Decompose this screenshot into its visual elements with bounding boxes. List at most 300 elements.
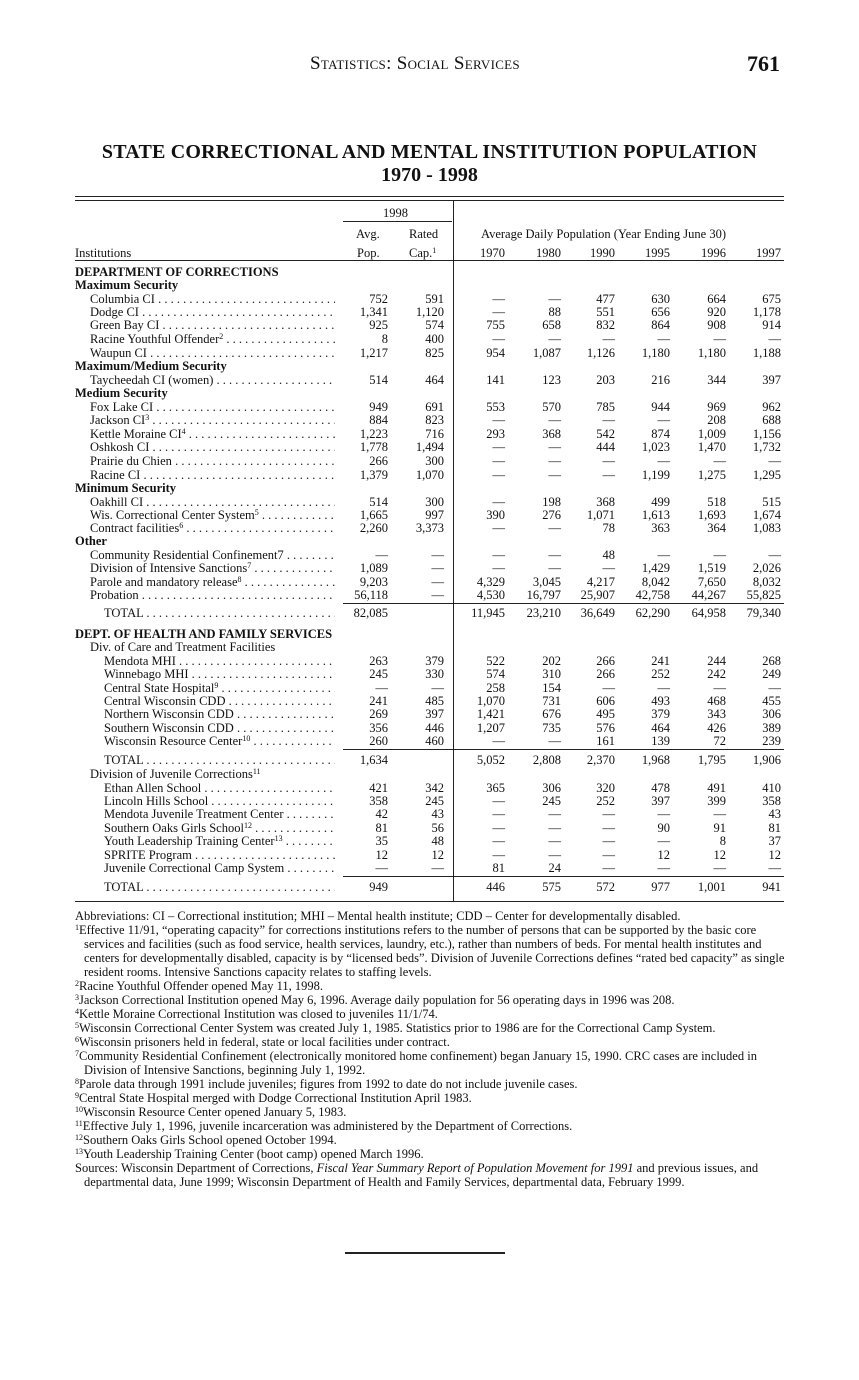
year-value-cell: 468 (707, 694, 726, 708)
rated-cap-cell: 300 (425, 495, 444, 509)
col-group-1998: 1998 (383, 206, 408, 220)
year-value-cell: — (657, 834, 670, 848)
subsection-heading (0, 535, 859, 549)
year-value-cell: 1,009 (697, 427, 726, 441)
year-value-cell: 36,649 (580, 606, 615, 620)
rated-cap-cell: 43 (431, 807, 444, 821)
year-value-cell: — (713, 548, 726, 562)
year-header: 1997 (756, 246, 781, 260)
year-value-cell: 64,958 (691, 606, 726, 620)
year-value-cell: 1,087 (532, 346, 561, 360)
avg-pop-cell: 9,203 (359, 575, 388, 589)
year-value-cell: — (492, 548, 505, 562)
rated-cap-cell: 397 (425, 707, 444, 721)
row-label: Medium Security (75, 387, 168, 400)
year-value-cell: 914 (762, 318, 781, 332)
year-value-cell: — (548, 521, 561, 535)
year-value-cell: 390 (486, 508, 505, 522)
top-rule-2 (75, 200, 784, 201)
year-value-cell: 123 (542, 373, 561, 387)
year-header: 1995 (645, 246, 670, 260)
year-value-cell: 1,126 (586, 346, 615, 360)
year-value-cell: 5,052 (476, 753, 505, 767)
rated-cap-cell: 464 (425, 373, 444, 387)
year-value-cell: 1,795 (697, 753, 726, 767)
footnote-6: $^6$Wisconsin prisoners held in federal, state or local facilities under contract. (75, 1035, 450, 1049)
year-value-cell: 161 (596, 734, 615, 748)
col-institutions: Institutions (75, 246, 132, 260)
year-value-cell: 735 (542, 721, 561, 735)
year-value-cell: 358 (762, 794, 781, 808)
year-value-cell: 954 (486, 346, 505, 360)
rated-cap-cell: 1,120 (415, 305, 444, 319)
year-value-cell: — (548, 821, 561, 835)
row-label: Waupun CI . . . (90, 347, 335, 361)
year-value-cell: — (548, 561, 561, 575)
rated-cap-cell: 825 (425, 346, 444, 360)
footnotes (75, 909, 797, 1189)
row-label: Mendota Juvenile Treatment Center . . . (104, 808, 335, 822)
rated-cap-cell: 446 (425, 721, 444, 735)
year-value-cell: — (492, 821, 505, 835)
total-row (0, 754, 859, 768)
year-value-cell: 245 (542, 794, 561, 808)
row-label: Division of Intensive Sanctions$^7$ . . . (90, 562, 335, 576)
year-value-cell: 2,808 (532, 753, 561, 767)
year-value-cell: 7,650 (697, 575, 726, 589)
year-value-cell: — (492, 834, 505, 848)
year-value-cell: 37 (768, 834, 781, 848)
year-value-cell: 1,188 (752, 346, 781, 360)
rated-cap-cell: 1,494 (415, 440, 444, 454)
year-value-cell: — (492, 794, 505, 808)
year-value-cell: 91 (713, 821, 726, 835)
avg-pop-cell: — (375, 548, 388, 562)
year-value-cell: 553 (486, 400, 505, 414)
col-rated-top: Rated (409, 227, 439, 241)
year-value-cell: 1,613 (641, 508, 670, 522)
year-value-cell: 1,083 (752, 521, 781, 535)
subsection-heading (0, 641, 859, 655)
year-value-cell: — (548, 848, 561, 862)
page-number: 761 (747, 51, 780, 76)
year-value-cell: — (602, 454, 615, 468)
year-value-cell: 397 (651, 794, 670, 808)
year-value-cell: 399 (707, 794, 726, 808)
avg-pop-cell: 1,089 (359, 561, 388, 575)
table-title: STATE CORRECTIONAL AND MENTAL INSTITUTION POPULATION (101, 141, 758, 163)
year-value-cell: — (492, 305, 505, 319)
rated-cap-cell: 330 (425, 667, 444, 681)
year-value-cell: 444 (596, 440, 615, 454)
year-value-cell: — (492, 292, 505, 306)
year-value-cell: 542 (596, 427, 615, 441)
year-value-cell: 688 (762, 413, 781, 427)
year-value-cell: 81 (492, 861, 505, 875)
year-value-cell: 576 (596, 721, 615, 735)
total-row (0, 881, 859, 895)
year-value-cell: 16,797 (526, 588, 561, 602)
footnote-7: $^7$Community Residential Confinement (electronically monitored home confinement) began January 15, 1990. CRC cases are included in Division of Intensive Sanctions, beginning July 1, 1992. (75, 1049, 757, 1077)
avg-pop-cell: 514 (369, 495, 388, 509)
year-value-cell: — (548, 834, 561, 848)
year-value-cell: 518 (707, 495, 726, 509)
footnote-sources: Sources: Wisconsin Department of Corrections, Fiscal Year Summary Report of Population Movement for 1991 and previous issues, and departmental data, June 1999; Wisconsin Department of Health and Family Services, departmental data, February 1999. (75, 1161, 759, 1189)
rated-cap-cell: 716 (425, 427, 444, 441)
year-value-cell: 1,295 (752, 468, 781, 482)
rated-cap-cell: 691 (425, 400, 444, 414)
year-value-cell: 941 (762, 880, 781, 894)
row-label: Wisconsin Resource Center$^{10}$ . . . (104, 735, 335, 749)
year-value-cell: 48 (602, 548, 615, 562)
year-header: 1990 (590, 246, 615, 260)
avg-pop-cell: — (375, 681, 388, 695)
year-value-cell: 202 (542, 654, 561, 668)
row-label: DEPT. OF HEALTH AND FAMILY SERVICES (75, 628, 333, 641)
year-value-cell: 198 (542, 495, 561, 509)
year-value-cell: 343 (707, 707, 726, 721)
year-header: 1980 (536, 246, 561, 260)
col-avg-top: Avg. (356, 227, 380, 241)
year-value-cell: 42,758 (635, 588, 670, 602)
year-value-cell: — (657, 681, 670, 695)
year-value-cell: 239 (762, 734, 781, 748)
year-value-cell: 574 (486, 667, 505, 681)
avg-pop-cell: 81 (375, 821, 388, 835)
row-label: Dodge CI . . . (90, 306, 335, 320)
avg-pop-cell: 1,217 (359, 346, 388, 360)
year-value-cell: 244 (707, 654, 726, 668)
year-value-cell: 320 (596, 781, 615, 795)
row-label: SPRITE Program . . . (104, 849, 335, 863)
table-row (0, 347, 859, 361)
year-value-cell: 8 (719, 834, 726, 848)
year-value-cell: — (492, 440, 505, 454)
year-value-cell: 755 (486, 318, 505, 332)
table-row (0, 319, 859, 333)
year-value-cell: 23,210 (526, 606, 561, 620)
rated-cap-cell: 56 (431, 821, 444, 835)
year-value-cell: 1,470 (697, 440, 726, 454)
row-label: Taycheedah CI (women) . . . (90, 374, 335, 388)
row-label: Ethan Allen School . . . (104, 782, 335, 796)
rated-cap-cell: — (431, 561, 444, 575)
year-value-cell: — (548, 332, 561, 346)
subtotal-rule (343, 876, 784, 877)
row-label: Columbia CI . . . (90, 293, 335, 307)
footnote-4: $^4$Kettle Moraine Correctional Institution was closed to juveniles 11/1/74. (75, 1007, 438, 1021)
year-value-cell: — (492, 561, 505, 575)
year-value-cell: 664 (707, 292, 726, 306)
year-value-cell: 464 (651, 721, 670, 735)
year-value-cell: 78 (602, 521, 615, 535)
year-value-cell: 4,329 (476, 575, 505, 589)
year-value-cell: 306 (542, 781, 561, 795)
footnote-11: $^{11}$Effective July 1, 1996, juvenile incarceration was administered by the Department of Corrections. (75, 1119, 573, 1133)
avg-pop-cell: 1,778 (359, 440, 388, 454)
year-value-cell: — (492, 332, 505, 346)
year-value-cell: 141 (486, 373, 505, 387)
year-value-cell: 1,180 (697, 346, 726, 360)
year-value-cell: 8,032 (752, 575, 781, 589)
avg-pop-cell: 356 (369, 721, 388, 735)
year-value-cell: 656 (651, 305, 670, 319)
top-rule-1 (75, 196, 784, 197)
year-value-cell: 1,732 (752, 440, 781, 454)
year-value-cell: 1,071 (586, 508, 615, 522)
year-value-cell: 499 (651, 495, 670, 509)
row-label: Maximum Security (75, 279, 179, 292)
subtotal-rule (343, 749, 784, 750)
table-row (0, 455, 859, 469)
year-value-cell: — (713, 454, 726, 468)
year-value-cell: 365 (486, 781, 505, 795)
year-value-cell: 79,340 (746, 606, 781, 620)
year-value-cell: 4,217 (586, 575, 615, 589)
year-value-cell: — (602, 413, 615, 427)
year-value-cell: — (548, 734, 561, 748)
year-value-cell: 920 (707, 305, 726, 319)
year-value-cell: 1,906 (752, 753, 781, 767)
year-value-cell: 364 (707, 521, 726, 535)
avg-pop-cell: 1,665 (359, 508, 388, 522)
year-value-cell: — (602, 561, 615, 575)
year-value-cell: — (492, 495, 505, 509)
year-value-cell: — (713, 807, 726, 821)
year-value-cell: 1,693 (697, 508, 726, 522)
year-value-cell: — (713, 861, 726, 875)
year-value-cell: 575 (542, 880, 561, 894)
year-value-cell: 658 (542, 318, 561, 332)
year-value-cell: — (492, 734, 505, 748)
avg-pop-cell: 949 (369, 400, 388, 414)
year-value-cell: 208 (707, 413, 726, 427)
table-row (0, 333, 859, 347)
year-value-cell: 268 (762, 654, 781, 668)
year-value-cell: 962 (762, 400, 781, 414)
subsection-heading (0, 360, 859, 374)
year-value-cell: 1,001 (697, 880, 726, 894)
section-heading (0, 266, 859, 280)
year-value-cell: 12 (768, 848, 781, 862)
avg-pop-cell: 241 (369, 694, 388, 708)
rated-cap-cell: — (431, 861, 444, 875)
year-value-cell: 1,519 (697, 561, 726, 575)
rated-cap-cell: — (431, 575, 444, 589)
year-value-cell: — (602, 848, 615, 862)
avg-pop-cell: 8 (381, 332, 388, 346)
rated-cap-cell: 379 (425, 654, 444, 668)
year-value-cell: 630 (651, 292, 670, 306)
year-value-cell: — (548, 468, 561, 482)
footnote-13: $^{13}$Youth Leadership Training Center (boot camp) opened March 1996. (75, 1147, 424, 1161)
year-value-cell: 570 (542, 400, 561, 414)
year-value-cell: 72 (713, 734, 726, 748)
year-value-cell: 241 (651, 654, 670, 668)
rated-cap-cell: 485 (425, 694, 444, 708)
rated-cap-cell: — (431, 588, 444, 602)
row-label: TOTAL . . . (104, 607, 335, 621)
year-value-cell: 455 (762, 694, 781, 708)
row-label: Div. of Care and Treatment Facilities (90, 641, 276, 654)
footnote-10: $^{10}$Wisconsin Resource Center opened January 5, 1983. (75, 1105, 347, 1119)
table-row (0, 549, 859, 563)
running-header-section: Statistics: Social Services (310, 53, 520, 74)
rated-cap-cell: 245 (425, 794, 444, 808)
year-value-cell: 81 (768, 821, 781, 835)
total-row (0, 607, 859, 621)
rated-cap-cell: 300 (425, 454, 444, 468)
year-value-cell: 139 (651, 734, 670, 748)
table-row (0, 862, 859, 876)
rated-cap-cell: 997 (425, 508, 444, 522)
footnote-5: $^5$Wisconsin Correctional Center System was created July 1, 1985. Statistics prior to 1986 are for the Correctional Camp System. (75, 1021, 716, 1035)
year-value-cell: 24 (548, 861, 561, 875)
year-value-cell: — (492, 848, 505, 862)
table-row (0, 522, 859, 536)
year-value-cell: 908 (707, 318, 726, 332)
year-value-cell: — (713, 332, 726, 346)
table-row (0, 576, 859, 590)
year-value-cell: — (548, 413, 561, 427)
rated-cap-cell: 400 (425, 332, 444, 346)
year-value-cell: 874 (651, 427, 670, 441)
year-value-cell: — (602, 468, 615, 482)
year-value-cell: 446 (486, 880, 505, 894)
footnote-12: $^{12}$Southern Oaks Girls School opened October 1994. (75, 1133, 337, 1147)
avg-pop-cell: 358 (369, 794, 388, 808)
table-row (0, 668, 859, 682)
avg-pop-cell: 42 (375, 807, 388, 821)
year-value-cell: 426 (707, 721, 726, 735)
row-label: Division of Juvenile Corrections$^{11}$ (90, 768, 261, 781)
rated-cap-cell: 460 (425, 734, 444, 748)
year-value-cell: 344 (707, 373, 726, 387)
year-value-cell: 477 (596, 292, 615, 306)
year-value-cell: 551 (596, 305, 615, 319)
row-label: Central Wisconsin CDD . . . (104, 695, 335, 709)
year-value-cell: 11,945 (471, 606, 505, 620)
row-label: Other (75, 535, 107, 548)
table-row (0, 469, 859, 483)
row-label: Racine Youthful Offender$^2$ . . . (90, 333, 335, 347)
year-value-cell: 154 (542, 681, 561, 695)
rated-cap-cell: 823 (425, 413, 444, 427)
footnote-abbrev: Abbreviations: CI – Correctional institution; MHI – Mental health institute; CDD – Center for developmentally disabled. (75, 909, 681, 923)
year-value-cell: 676 (542, 707, 561, 721)
year-value-cell: 675 (762, 292, 781, 306)
year-value-cell: — (768, 332, 781, 346)
year-value-cell: 55,825 (746, 588, 781, 602)
year-value-cell: 90 (657, 821, 670, 835)
year-value-cell: 368 (596, 495, 615, 509)
row-label: Minimum Security (75, 482, 177, 495)
year-value-cell: — (713, 681, 726, 695)
year-value-cell: 495 (596, 707, 615, 721)
row-label: Central State Hospital$^9$ . . . (104, 682, 335, 696)
avg-pop-cell: 263 (369, 654, 388, 668)
year-value-cell: — (657, 548, 670, 562)
avg-pop-cell: 752 (369, 292, 388, 306)
footnote-9: $^9$Central State Hospital merged with Dodge Correctional Institution April 1983. (75, 1091, 472, 1105)
footnote-1: $^1$Effective 11/91, “operating capacity” for corrections institutions refers to the number of persons that can be supported by the basic core services and facilities (such as food service, health services, laundry, etc.), rather than numbers of beds. For mental health institutes and centers for developmentally disabled, capacity is by “licensed beds”. Division of Juvenile Corrections defines “rated bed capacity” as single resident rooms. Intensive Sanctions capacity relates to staffing levels. (75, 923, 785, 979)
subsection-heading (0, 387, 859, 401)
col-rated-bottom: Cap.$^1$ (409, 246, 437, 260)
avg-pop-cell: 925 (369, 318, 388, 332)
table-row (0, 562, 859, 576)
row-label: Community Residential Confinement7 . . . (90, 549, 335, 563)
year-value-cell: 306 (762, 707, 781, 721)
year-value-cell: 785 (596, 400, 615, 414)
row-label: Lincoln Hills School . . . (104, 795, 335, 809)
row-label: Maximum/Medium Security (75, 360, 227, 373)
year-value-cell: 491 (707, 781, 726, 795)
year-value-cell: 12 (713, 848, 726, 862)
avg-pop-cell: 35 (375, 834, 388, 848)
year-value-cell: — (768, 681, 781, 695)
year-value-cell: 276 (542, 508, 561, 522)
footnote-3: $^3$Jackson Correctional Institution opened May 6, 1996. Average daily population for 56 operating days in 1996 was 208. (75, 993, 675, 1007)
row-label: Jackson $CI^3$ . . . (90, 414, 335, 428)
year-value-cell: 1,429 (641, 561, 670, 575)
year-value-cell: — (657, 807, 670, 821)
avg-pop-cell: 260 (369, 734, 388, 748)
rated-cap-cell: 591 (425, 292, 444, 306)
subsection-heading (0, 279, 859, 293)
table-row (0, 835, 859, 849)
year-value-cell: 606 (596, 694, 615, 708)
subsection-heading (0, 482, 859, 496)
year-value-cell: 410 (762, 781, 781, 795)
year-value-cell: 515 (762, 495, 781, 509)
year-value-cell: 1,674 (752, 508, 781, 522)
table-row (0, 808, 859, 822)
row-label: Mendota MHI . . . (104, 655, 335, 669)
year-value-cell: 977 (651, 880, 670, 894)
row-label: TOTAL . . . (104, 754, 335, 768)
year-value-cell: 12 (657, 848, 670, 862)
row-label: Youth Leadership Training Center$^{13}$ . . . (104, 835, 335, 849)
year-value-cell: — (492, 454, 505, 468)
year-value-cell: 478 (651, 781, 670, 795)
table-row (0, 708, 859, 722)
year-value-cell: 493 (651, 694, 670, 708)
year-value-cell: — (768, 454, 781, 468)
rated-cap-cell: 574 (425, 318, 444, 332)
subtotal-rule (343, 603, 784, 604)
rated-cap-cell: 12 (431, 848, 444, 862)
year-value-cell: 249 (762, 667, 781, 681)
row-label: Oakhill CI . . . (90, 496, 335, 510)
row-label: Oshkosh CI . . . (90, 441, 335, 455)
row-label: Southern Oaks Girls School$^{12}$ . . . (104, 822, 335, 836)
rated-cap-cell: — (431, 548, 444, 562)
year-value-cell: 368 (542, 427, 561, 441)
row-label: Juvenile Correctional Camp System . . . (104, 862, 335, 876)
avg-pop-cell: 56,118 (354, 588, 388, 602)
year-value-cell: 1,199 (641, 468, 670, 482)
year-value-cell: 216 (651, 373, 670, 387)
year-value-cell: 62,290 (635, 606, 670, 620)
year-value-cell: — (602, 807, 615, 821)
year-value-cell: 252 (596, 794, 615, 808)
avg-pop-cell: 266 (369, 454, 388, 468)
avg-pop-cell: 514 (369, 373, 388, 387)
section-heading (0, 628, 859, 642)
year-value-cell: 3,045 (532, 575, 561, 589)
year-value-cell: — (768, 861, 781, 875)
year-value-cell: 1,275 (697, 468, 726, 482)
